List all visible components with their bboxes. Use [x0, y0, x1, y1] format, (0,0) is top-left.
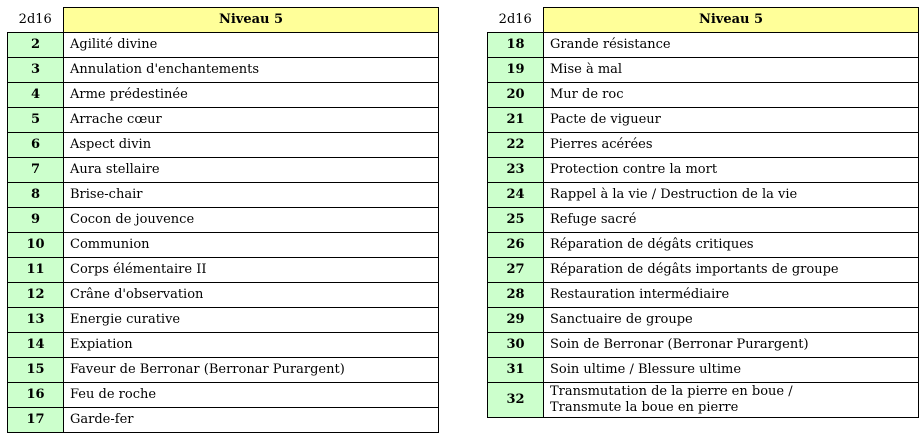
dice-label: 2d16	[18, 11, 52, 27]
roll-number: 12	[8, 283, 64, 308]
roll-number: 13	[8, 308, 64, 333]
roll-number: 14	[8, 333, 64, 358]
roll-number: 28	[488, 283, 544, 308]
roll-number: 2	[8, 33, 64, 58]
spell-name: Grande résistance	[544, 33, 919, 58]
spell-name: Expiation	[64, 333, 439, 358]
spell-table-left	[7, 7, 439, 433]
spell-name: Pacte de vigueur	[544, 108, 919, 133]
roll-number: 27	[488, 258, 544, 283]
table-row	[8, 208, 439, 233]
table-row	[8, 308, 439, 333]
level-header: Niveau 5	[64, 8, 439, 33]
spell-name-line-1: Transmutation de la pierre en boue /	[550, 384, 793, 399]
spell-name: Aura stellaire	[64, 158, 439, 183]
roll-number: 22	[488, 133, 544, 158]
table-row	[488, 158, 919, 183]
roll-number: 10	[8, 233, 64, 258]
roll-number: 32	[488, 383, 544, 418]
table-header-row	[8, 8, 439, 33]
spell-name: Annulation d'enchantements	[64, 58, 439, 83]
spell-name: Brise-chair	[64, 183, 439, 208]
table-row	[8, 183, 439, 208]
table-row	[8, 283, 439, 308]
spell-name: Agilité divine	[64, 33, 439, 58]
spell-name: Feu de roche	[64, 383, 439, 408]
spell-name: Arme prédestinée	[64, 83, 439, 108]
table-row	[488, 83, 919, 108]
roll-number: 15	[8, 358, 64, 383]
table-row	[488, 133, 919, 158]
table-row	[8, 33, 439, 58]
table-row	[488, 233, 919, 258]
spell-name: Energie curative	[64, 308, 439, 333]
roll-number: 20	[488, 83, 544, 108]
table-row	[488, 283, 919, 308]
spell-name: Aspect divin	[64, 133, 439, 158]
table-row	[8, 383, 439, 408]
table-row	[488, 58, 919, 83]
spell-name	[544, 383, 919, 418]
spell-name: Pierres acérées	[544, 133, 919, 158]
spell-name: Réparation de dégâts importants de groupe	[544, 258, 919, 283]
roll-number: 8	[8, 183, 64, 208]
roll-number: 11	[8, 258, 64, 283]
spell-name: Mur de roc	[544, 83, 919, 108]
roll-number: 7	[8, 158, 64, 183]
table-row	[8, 233, 439, 258]
table-row	[488, 258, 919, 283]
table-row	[488, 308, 919, 333]
spell-name: Communion	[64, 233, 439, 258]
table-row	[8, 108, 439, 133]
dice-label: 2d16	[498, 11, 532, 27]
spell-name: Cocon de jouvence	[64, 208, 439, 233]
table-row	[488, 383, 919, 418]
spell-name: Garde-fer	[64, 408, 439, 433]
roll-number: 24	[488, 183, 544, 208]
roll-number: 19	[488, 58, 544, 83]
table-row	[8, 408, 439, 433]
roll-number: 23	[488, 158, 544, 183]
table-row	[488, 358, 919, 383]
table-header-row	[488, 8, 919, 33]
roll-number: 6	[8, 133, 64, 158]
table-row	[8, 358, 439, 383]
roll-number: 4	[8, 83, 64, 108]
roll-number: 29	[488, 308, 544, 333]
spell-name: Crâne d'observation	[64, 283, 439, 308]
roll-number: 18	[488, 33, 544, 58]
roll-number: 30	[488, 333, 544, 358]
roll-number: 3	[8, 58, 64, 83]
spell-name: Corps élémentaire II	[64, 258, 439, 283]
table-row	[8, 58, 439, 83]
spell-name: Soin ultime / Blessure ultime	[544, 358, 919, 383]
table-row	[488, 108, 919, 133]
spell-name: Mise à mal	[544, 58, 919, 83]
roll-number: 21	[488, 108, 544, 133]
spell-table-right	[487, 7, 919, 418]
roll-number: 26	[488, 233, 544, 258]
spell-name: Réparation de dégâts critiques	[544, 233, 919, 258]
roll-number: 17	[8, 408, 64, 433]
spell-name: Rappel à la vie / Destruction de la vie	[544, 183, 919, 208]
table-row	[488, 183, 919, 208]
table-row	[488, 208, 919, 233]
spell-name: Sanctuaire de groupe	[544, 308, 919, 333]
spell-name: Restauration intermédiaire	[544, 283, 919, 308]
roll-number: 9	[8, 208, 64, 233]
roll-number: 31	[488, 358, 544, 383]
roll-number: 16	[8, 383, 64, 408]
table-row	[8, 158, 439, 183]
spell-name-line-2: Transmute la boue en pierre	[550, 400, 739, 415]
roll-number: 25	[488, 208, 544, 233]
spell-name: Faveur de Berronar (Berronar Purargent)	[64, 358, 439, 383]
table-row	[8, 258, 439, 283]
spell-name: Soin de Berronar (Berronar Purargent)	[544, 333, 919, 358]
spell-name: Protection contre la mort	[544, 158, 919, 183]
table-row	[8, 333, 439, 358]
table-row	[8, 133, 439, 158]
spell-name: Refuge sacré	[544, 208, 919, 233]
level-header: Niveau 5	[544, 8, 919, 33]
roll-number: 5	[8, 108, 64, 133]
table-row	[488, 333, 919, 358]
spell-name: Arrache cœur	[64, 108, 439, 133]
table-row	[488, 33, 919, 58]
table-row	[8, 83, 439, 108]
